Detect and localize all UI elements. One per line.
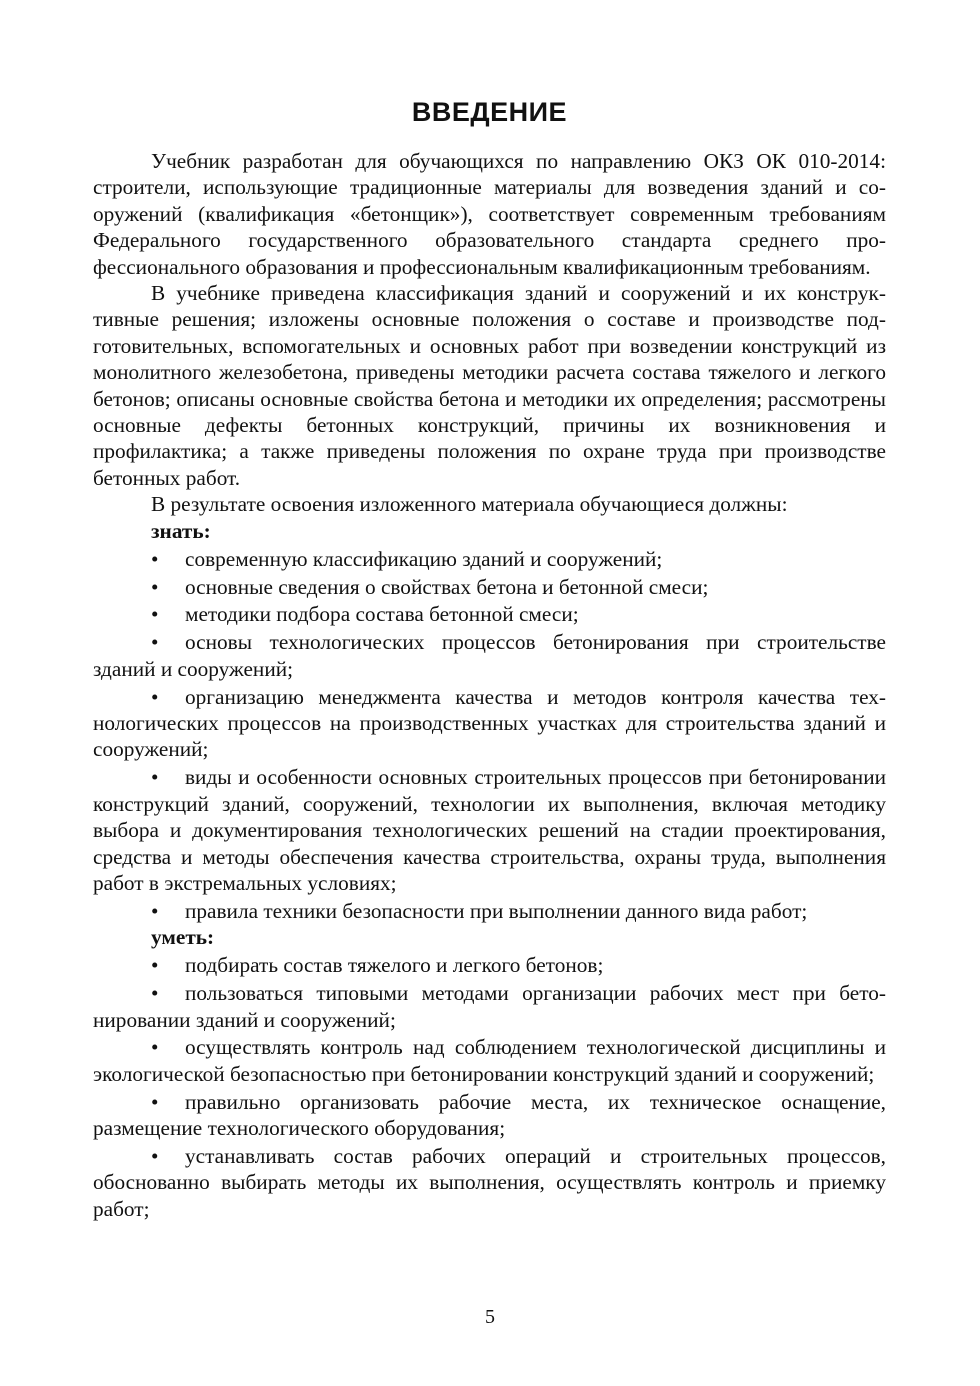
list-item: [93, 898, 886, 924]
list-item: [93, 980, 886, 1033]
bullet-icon: •: [151, 684, 159, 709]
list-item-text: основные сведения о свойствах бетона и бетонной смеси;: [185, 574, 709, 599]
list-item-text: осуществлять контроль над соблюдением технологической дисциплины и экологической безопасностью при бетонировании конструкций зданий и сооружений;: [93, 1035, 886, 1086]
page-title: ВВЕДЕНИЕ: [411, 97, 568, 127]
list-item: [93, 629, 886, 682]
list-item: [93, 764, 886, 896]
document-body: [93, 148, 886, 1222]
list-item-text: современную классификацию зданий и сооружений;: [185, 546, 663, 571]
bullet-icon: •: [151, 898, 159, 923]
intro-paragraph-2: В учебнике приведена классификация зданий и сооружений и их конструктивные решения; изложены основные положения о составе и производстве подготовительных, вспомогательных и основных работ при возведении конструкций из монолитного железобетона, приведены методики расчета состава тяжелого и легкого бетонов; описаны основные свойства бетона и методики их определения; рассмотрены основные дефекты бетонных конструкций, причины их возникновения и профилактика; а также приведены положения по охране труда при производстве бетонных работ.: [93, 281, 886, 490]
intro-paragraph-1: Учебник разработан для обучающихся по направлению ОКЗ ОК 010-2014: строители, использующие традиционные материалы для возведения зданий и сооружений (квалификация «бетонщик»), соответствует современным требованиям Федерального государственного образовательного стандарта среднего профессионального образования и профессиональным квалификационным требованиям.: [93, 149, 886, 279]
list-item: [93, 1143, 886, 1222]
intro-paragraph-3: В результате освоения изложенного материала обучающиеся должны:: [151, 492, 788, 517]
bullet-icon: •: [151, 981, 159, 1006]
list-item-text: правильно организовать рабочие места, их техническое оснащение, размещение технологического оборудования;: [93, 1089, 886, 1141]
bullet-icon: •: [151, 1089, 159, 1114]
list-item-text: пользоваться типовыми методами организации рабочих мест при бетонировании зданий и сооружений;: [93, 981, 886, 1032]
list-item: [93, 1089, 886, 1142]
list-item-text: методики подбора состава бетонной смеси;: [185, 602, 579, 627]
bullet-icon: •: [151, 602, 159, 627]
know-list: [93, 546, 886, 925]
list-item-text: правила техники безопасности при выполнении данного вида работ;: [185, 898, 808, 923]
bullet-icon: •: [151, 1035, 159, 1060]
bullet-icon: •: [151, 574, 159, 599]
bullet-icon: •: [151, 546, 159, 571]
list-item-text: организацию менеджмента качества и методов контроля качества технологических процессов на производственных участках для строительства зданий и сооружений;: [93, 684, 886, 762]
able-list: [93, 952, 886, 1222]
list-item: [93, 684, 886, 763]
bullet-icon: •: [151, 953, 159, 978]
know-heading: знать:: [151, 518, 211, 543]
list-item-text: виды и особенности основных строительных процессов при бетонировании конструкций зданий, сооружений, технологии их выполнения, включая методику выбора и документирования технологических решений на стадии проектирования, средства и методы обеспечения качества строительства, охраны труда, выполнения работ в экстремальных условиях;: [93, 765, 886, 895]
list-item-text: основы технологических процессов бетонирования при строительстве зданий и сооружений;: [93, 630, 886, 681]
page-number: 5: [485, 1306, 495, 1328]
bullet-icon: •: [151, 630, 159, 655]
list-item: [93, 1034, 886, 1087]
list-item-text: устанавливать состав рабочих операций и строительных процессов, обоснованно выбирать методы их выполнения, осуществлять контроль и приемку работ;: [93, 1144, 886, 1221]
able-heading: уметь:: [151, 925, 215, 950]
bullet-icon: •: [151, 1144, 159, 1169]
list-item: [93, 601, 886, 627]
list-item-text: подбирать состав тяжелого и легкого бетонов;: [185, 953, 604, 978]
list-item: [93, 574, 886, 600]
list-item: [93, 546, 886, 572]
bullet-icon: •: [151, 765, 159, 790]
list-item: [93, 952, 886, 978]
